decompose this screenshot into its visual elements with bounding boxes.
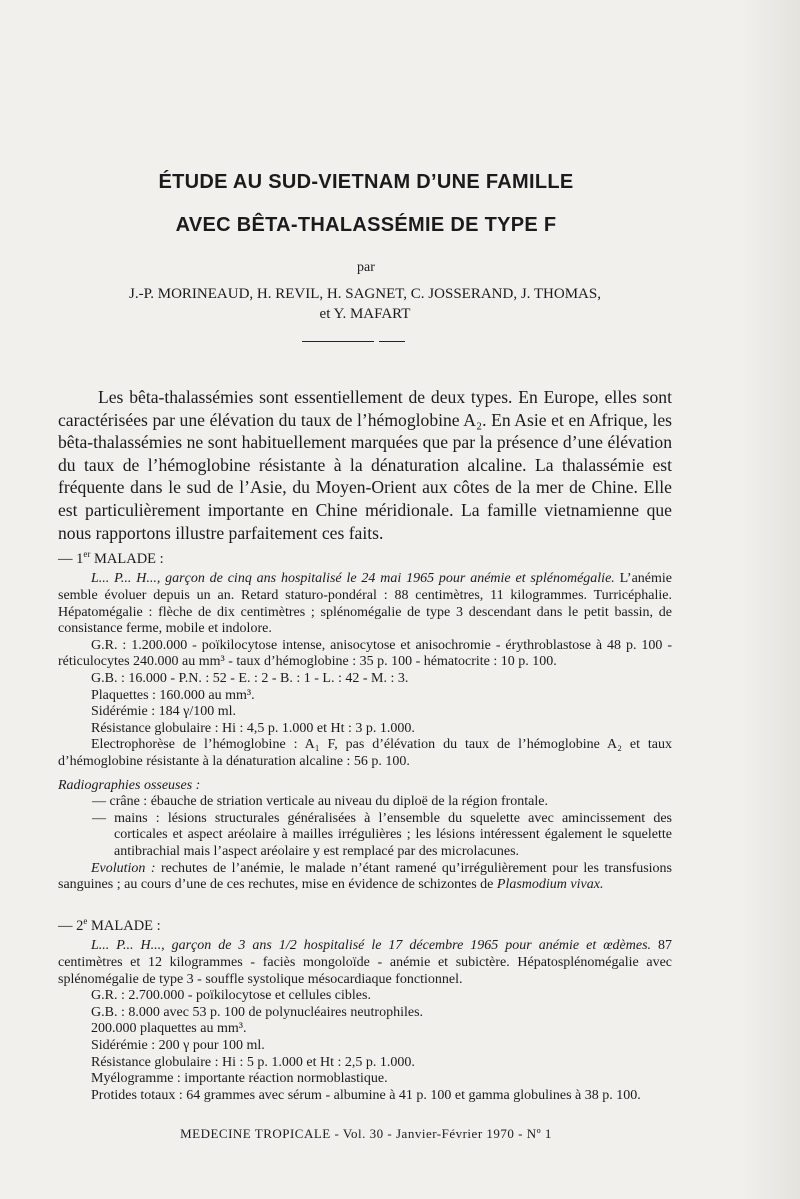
heading-label: MALADE :: [87, 917, 161, 934]
patient-1-electrophorese: Electrophorèse de l’hémoglobine : A₁ F, pas d’élévation du taux de l’hémoglobine A₂ et taux d’hémoglobine résistante à la dénaturation alcaline : 56 p. 100.: [58, 737, 672, 769]
patient-1-history: [58, 571, 672, 637]
patient-2-plaquettes: 200.000 plaquettes au mm³.: [91, 1021, 247, 1037]
radiography-item: — crâne : ébauche de striation verticale au niveau du diploë de la région frontale.: [92, 794, 548, 810]
patient-2-myelogramme: Myélogramme : importante réaction normoblastique.: [91, 1071, 388, 1087]
patient-2-clinical: 87 centimètres et 12 kilogrammes - faciès mongoloïde - anémie et subictère. Hépatosplénomégalie avec splénomégalie de type 3 - souffle systolique mésocardiaque fonctionnel.: [58, 938, 673, 987]
patient-2-gr: G.R. : 2.700.000 - poïkilocytose et cellules cibles.: [91, 988, 371, 1004]
journal-footer: MEDECINE TROPICALE - Vol. 30 - Janvier-Février 1970 - Nº 1: [180, 1126, 552, 1141]
authors: [70, 284, 660, 324]
heading-superscript: e: [83, 916, 88, 926]
patient-1-plaquettes: Plaquettes : 160.000 au mm³.: [91, 687, 255, 703]
patient-2-heading: [58, 913, 672, 934]
evolution-label: Evolution :: [91, 860, 156, 876]
patient-2-sideremie: Sidérémie : 200 γ pour 100 ml.: [91, 1037, 265, 1053]
patient-2-resistance: Résistance globulaire : Hi : 5 p. 1.000 et Ht : 2,5 p. 1.000.: [91, 1054, 415, 1070]
evolution-text: rechutes de l’anémie, le malade n’étant ramené qu’irrégulièrement pour les transfusions sanguines ; au cours d’une de ces rechutes, mise en évidence de schizontes de: [58, 860, 672, 893]
heading-superscript: er: [83, 549, 91, 559]
separator-rule: [302, 341, 374, 342]
patient-1-heading: [58, 546, 672, 567]
radiographies-list: [58, 794, 672, 860]
evolution-species: Plasmodium vivax.: [496, 877, 604, 893]
patient-1-evolution: [58, 861, 672, 894]
heading-label: MALADE :: [90, 550, 164, 567]
title-line-1: ÉTUDE AU SUD-VIETNAM D’UNE FAMILLE: [158, 171, 574, 193]
heading-number: — 2: [58, 917, 84, 934]
by-line: par: [357, 260, 375, 275]
patient-2-protides: Protides totaux : 64 grammes avec sérum - albumine à 41 p. 100 et gamma globulines à 38 p. 100.: [91, 1087, 641, 1103]
authors-line-2: et Y. MAFART: [319, 306, 411, 322]
patient-1-clinical: L’anémie semble évoluer depuis un an. Retard staturo-pondéral : 88 centimètres, 11 kilogrammes. Turricéphalie. Hépatomégalie : flèche de dix centimètres ; splénomégalie de type 3 descendant dans le petit bassin, de consistance ferme, mobile et indolore.: [58, 571, 672, 637]
page-edge-shadow: [740, 0, 800, 1199]
patient-1-resistance: Résistance globulaire : Hi : 4,5 p. 1.000 et Ht : 3 p. 1.000.: [91, 720, 415, 736]
patient-1-identity: L... P... H..., garçon de cinq ans hospitalisé le 24 mai 1965 pour anémie et splénomégalie.: [91, 571, 615, 587]
intro-paragraph: Les bêta-thalassémies sont essentiellement de deux types. En Europe, elles sont caractérisées par une élévation du taux de l’hémoglobine A₂. En Asie et en Afrique, les bêta-thalassémies ne sont habituellement marquées que par la présence d’une élévation du taux de l’hémoglobine résistante à la dénaturation alcaline. La thalassémie est fréquente dans le sud de l’Asie, du Moyen-Orient aux côtes de la mer de Chine. Elle est particulièrement importante en Chine méridionale. La famille vietnamienne que nous rapportons illustre parfaitement ces faits.: [58, 387, 672, 543]
patient-2-gb: G.B. : 8.000 avec 53 p. 100 de polynucléaires neutrophiles.: [91, 1004, 424, 1020]
patient-2-history: [58, 938, 672, 988]
title-line-2: AVEC BÊTA-THALASSÉMIE DE TYPE F: [175, 214, 557, 236]
patient-2-section: [58, 913, 672, 1104]
radiography-item: — mains : lésions structurales généralisées à l’ensemble du squelette avec amincissement des corticales et aspect aréolaire à mailles irrégulières ; les lésions intéressent également le squelette antibrachial mais l’aspect aréolaire y est remplacé par des microlacunes.: [92, 810, 672, 859]
patient-2-identity: L... P... H..., garçon de 3 ans 1/2 hospitalisé le 17 décembre 1965 pour anémie et œdèmes.: [91, 938, 652, 954]
heading-number: — 1: [58, 550, 84, 567]
patient-1-gb: G.B. : 16.000 - P.N. : 52 - E. : 2 - B. : 1 - L. : 42 - M. : 3.: [91, 670, 409, 686]
authors-line-1: J.-P. MORINEAUD, H. REVIL, H. SAGNET, C. JOSSERAND, J. THOMAS,: [129, 286, 601, 302]
separator-rule-short: [379, 341, 405, 342]
radiographies-title: Radiographies osseuses :: [58, 777, 201, 793]
patient-1-section: [58, 546, 672, 894]
patient-1-gr: G.R. : 1.200.000 - poïkilocytose intense, anisocytose et anisochromie - érythroblastose à 48 p. 100 - réticulocytes 240.000 au mm³ - taux d’hémoglobine : 35 p. 100 - hématocrite : 10 p. 100.: [58, 637, 672, 670]
patient-1-sideremie: Sidérémie : 184 γ/100 ml.: [91, 704, 237, 720]
